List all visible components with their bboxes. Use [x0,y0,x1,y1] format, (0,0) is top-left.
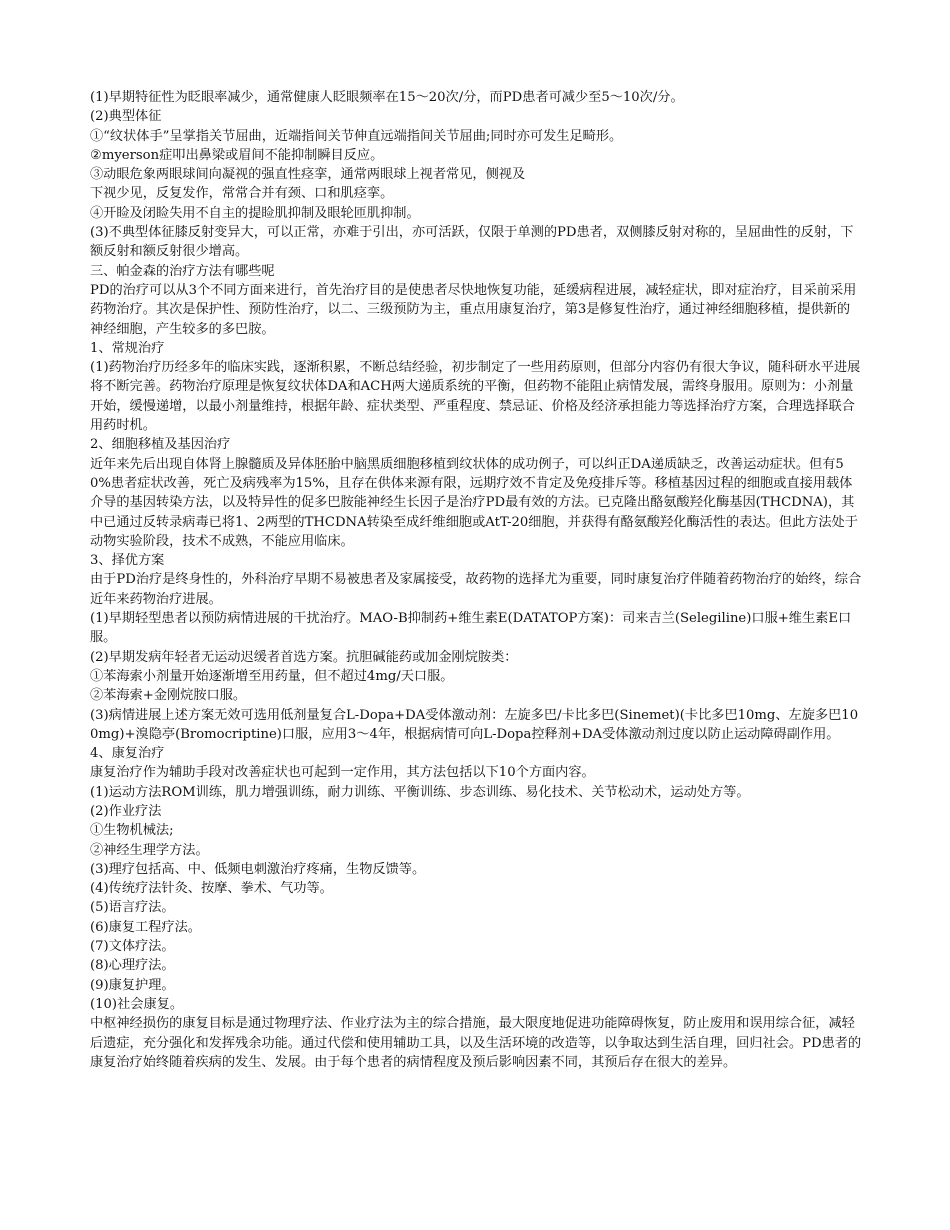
list-item-occupational: (2)作业疗法 [90,803,162,819]
para-plan-1: (1)早期轻型患者以预防病情进展的干扰治疗。MAO-B抑制药+维生素E(DATATOP方案)：司来吉兰(Selegiline)口服+维生素E口服。 [90,611,852,646]
heading-typical-signs: (2)典型体征 [90,109,162,125]
para-early-blink: (1)早期特征性为眨眼率减少，通常健康人眨眼频率在15～20次/分，而PD患者可减少至5～10次/分。 [90,90,684,105]
para-rehab-goal: 中枢神经损伤的康复目标是通过物理疗法、作业疗法为主的综合措施，最大限度地促进功能障碍恢复，防止废用和误用综合征，减轻后遗症，充分强化和发挥残余功能。通过代偿和使用辅助工具，以及生活环境的改造等，以争取达到生活自理，回归社会。PD患者的康复治疗始终随着疾病的发生、发展。由于每个患者的病情程度及预后影响因素不同，其预后存在很大的差异。 [90,1016,862,1070]
para-plan-3: (3)病情进展上述方案无效可选用低剂量复合L-Dopa+DA受体激动剂：左旋多巴/卡比多巴(Sinemet)(卡比多巴10mg、左旋多巴100mg)+溴隐亭(Bromocriptine)口服，应用3～4年，根据病情可向L-Dopa控释剂+DA受体激动剂过度以防止运动障碍副作用。 [90,707,859,742]
list-item-psychology: (8)心理疗法。 [90,958,175,974]
heading-optimal-plan: 3、择优方案 [90,553,165,569]
list-item-exercise: (1)运动方法ROM训练，肌力增强训练，耐力训练、平衡训练、步态训练、易化技术、关节松动术，运动处方等。 [90,784,750,800]
list-item-oculogyric-2: 下视少见，反复发作，常常合并有颈、口和肌痉挛。 [90,186,394,202]
heading-cell-gene: 2、细胞移植及基因治疗 [90,437,231,453]
para-optimal-intro: 由于PD治疗是终身性的，外科治疗早期不易被患者及家属接受，故药物的选择尤为重要，同时康复治疗伴随着药物治疗的始终，综合近年来药物治疗进展。 [90,572,862,607]
list-item-striatal-hand: ①“纹状体手”呈掌指关节屈曲，近端指间关节伸直远端指间关节屈曲;同时亦可发生足畸形。 [90,128,623,144]
list-item-recreation: (7)文体疗法。 [90,939,175,955]
section-heading-treatment: 三、帕金森的治疗方法有哪些呢 [90,263,275,279]
heading-conventional: 1、常规治疗 [90,340,165,356]
list-item-oculogyric-1: ③动眼危象两眼球间向凝视的强直性痉挛，通常两眼球上视者常见，侧视及 [90,167,526,183]
list-item-biomechanical: ①生物机械法; [90,823,174,839]
heading-rehab: 4、康复治疗 [90,746,165,762]
para-cell-gene: 近年来先后出现自体肾上腺髓质及异体胚胎中脑黑质细胞移植到纹状体的成功例子，可以纠正DA递质缺乏，改善运动症状。但有50%患者症状改善，死亡及病残率为15%，且存在供体来源有限，远期疗效不肯定及免疫排斥等。移植基因过程的细胞或直接用载体介导的基因转染方法，以及特异性的促多巴胺能神经生长因子是治疗PD最有效的方法。已克隆出酪氨酸羟化酶基因(THCDNA)，其中已通过反转录病毒已将1、2两型的THCDNA转染至成纤维细胞或AtT-20细胞，并获得有酪氨酸羟化酶活性的表达。但此方法处于动物实验阶段，技术不成熟，不能应用临床。 [90,456,858,549]
list-item-traditional: (4)传统疗法针灸、按摩、拳术、气功等。 [90,881,333,897]
para-drug-therapy: (1)药物治疗历经多年的临床实践，逐渐积累，不断总结经验，初步制定了一些用药原则，但部分内容仍有很大争议，随科研水平进展将不断完善。药物治疗原理是恢复纹状体DA和ACH两大递质系统的平衡，但药物不能阻止病情发展，需终身服用。原则为：小剂量开始，缓慢递增，以最小剂量维持，根据年龄、症状类型、严重程度、禁忌证、价格及经济承担能力等选择治疗方案，合理选择联合用药时机。 [90,360,861,434]
list-item-neurophysiological: ②神经生理学方法。 [90,842,209,858]
para-treatment-overview: PD的治疗可以从3个不同方面来进行，首先治疗目的是使患者尽快地恢复功能，延缓病程进展，减轻症状，即对症治疗，目采前采用药物治疗。其次是保护性、预防性治疗，以二、三级预防为主，重点用康复治疗，第3是修复性治疗，通过神经细胞移植，提供新的神经细胞，产生较多的多巴胺。 [90,282,857,337]
para-rehab-intro: 康复治疗作为辅助手段对改善症状也可起到一定作用，其方法包括以下10个方面内容。 [90,765,595,781]
para-atypical-signs: (3)不典型体征膝反射变异大，可以正常，亦难于引出，亦可活跃，仅限于单测的PD患者，双侧膝反射对称的，呈屈曲性的反射，下额反射和额反射很少增高。 [90,225,854,260]
list-item-rehab-engineering: (6)康复工程疗法。 [90,919,201,935]
list-item-benzhexol: ①苯海索小剂量开始逐渐增至用药量，但不超过4mg/天口服。 [90,668,454,684]
list-item-eyelid-apraxia: ④开睑及闭睑失用不自主的提睑肌抑制及眼轮匝肌抑制。 [90,205,420,221]
list-item-speech: (5)语言疗法。 [90,900,175,916]
list-item-myerson: ②myerson症叩出鼻梁或眉间不能抑制瞬目反应。 [90,147,384,163]
para-plan-2: (2)早期发病年轻者无运动迟缓者首选方案。抗胆碱能药或加金刚烷胺类： [90,649,518,665]
list-item-nursing: (9)康复护理。 [90,977,175,993]
list-item-social: (10)社会康复。 [90,996,184,1012]
list-item-benzhexol-amantadine: ②苯海索+金刚烷胺口服。 [90,688,247,704]
list-item-physiotherapy: (3)理疗包括高、中、低频电刺激治疗疼痛，生物反馈等。 [90,861,426,877]
document-body [90,88,862,1072]
